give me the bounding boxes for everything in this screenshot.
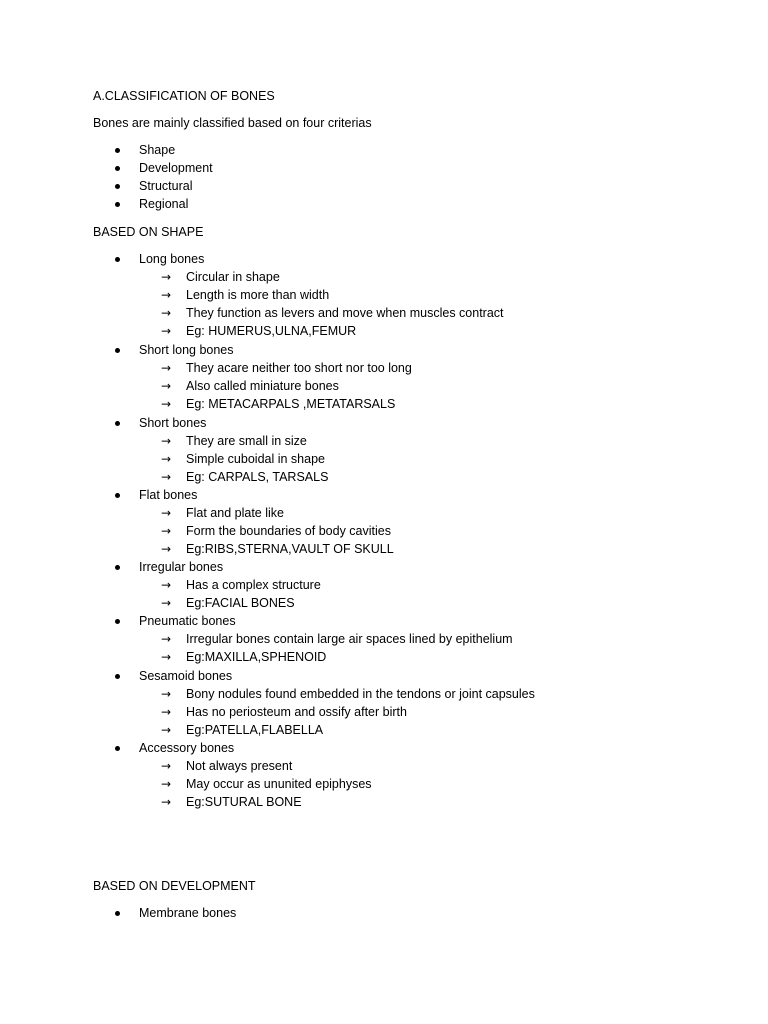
bullet-icon bbox=[115, 166, 120, 171]
sub-item: Form the boundaries of body cavities bbox=[186, 524, 391, 538]
section-heading-development: BASED ON DEVELOPMENT bbox=[93, 879, 256, 893]
arrow-right-icon: → bbox=[161, 650, 172, 664]
arrow-right-icon: → bbox=[161, 306, 172, 320]
arrow-right-icon: → bbox=[161, 759, 172, 773]
group-label-irregular-bones: Irregular bones bbox=[139, 560, 224, 574]
bullet-icon bbox=[115, 184, 120, 189]
section-heading-shape: BASED ON SHAPE bbox=[93, 225, 204, 239]
arrow-right-icon: → bbox=[161, 379, 172, 393]
sub-item: Eg:FACIAL BONES bbox=[186, 596, 295, 610]
sub-item: Also called miniature bones bbox=[186, 379, 339, 393]
bullet-icon bbox=[115, 911, 120, 916]
group-label-short-bones: Short bones bbox=[139, 416, 207, 430]
arrow-right-icon: → bbox=[161, 324, 172, 338]
bullet-icon bbox=[115, 148, 120, 153]
bullet-icon bbox=[115, 565, 120, 570]
arrow-right-icon: → bbox=[161, 434, 172, 448]
arrow-right-icon: → bbox=[161, 452, 172, 466]
bullet-icon bbox=[115, 674, 120, 679]
sub-item: Has a complex structure bbox=[186, 578, 321, 592]
sub-item: Bony nodules found embedded in the tendons or joint capsules bbox=[186, 687, 535, 701]
sub-item: They are small in size bbox=[186, 434, 307, 448]
sub-item: Eg:PATELLA,FLABELLA bbox=[186, 723, 324, 737]
sub-item: Simple cuboidal in shape bbox=[186, 452, 325, 466]
sub-item: Has no periosteum and ossify after birth bbox=[186, 705, 407, 719]
criteria-item: Shape bbox=[139, 143, 176, 157]
criteria-item: Structural bbox=[139, 179, 193, 193]
arrow-right-icon: → bbox=[161, 705, 172, 719]
sub-item: May occur as ununited epiphyses bbox=[186, 777, 372, 791]
arrow-right-icon: → bbox=[161, 542, 172, 556]
arrow-right-icon: → bbox=[161, 723, 172, 737]
intro-paragraph: Bones are mainly classified based on four criterias bbox=[93, 116, 372, 130]
group-label-flat-bones: Flat bones bbox=[139, 488, 198, 502]
sub-item: They function as levers and move when muscles contract bbox=[186, 306, 504, 320]
group-label-accessory-bones: Accessory bones bbox=[139, 741, 235, 755]
arrow-right-icon: → bbox=[161, 361, 172, 375]
sub-item: Length is more than width bbox=[186, 288, 330, 302]
sub-item: Eg: CARPALS, TARSALS bbox=[186, 470, 329, 484]
sub-item: Not always present bbox=[186, 759, 293, 773]
arrow-right-icon: → bbox=[161, 288, 172, 302]
document-title: A.CLASSIFICATION OF BONES bbox=[93, 89, 275, 103]
sub-item: They acare neither too short nor too long bbox=[186, 361, 412, 375]
arrow-right-icon: → bbox=[161, 578, 172, 592]
arrow-right-icon: → bbox=[161, 632, 172, 646]
bullet-icon bbox=[115, 746, 120, 751]
group-label-short-long-bones: Short long bones bbox=[139, 343, 234, 357]
group-label-long-bones: Long bones bbox=[139, 252, 205, 266]
arrow-right-icon: → bbox=[161, 397, 172, 411]
arrow-right-icon: → bbox=[161, 506, 172, 520]
criteria-item: Regional bbox=[139, 197, 189, 211]
arrow-right-icon: → bbox=[161, 524, 172, 538]
sub-item: Eg:MAXILLA,SPHENOID bbox=[186, 650, 327, 664]
group-label-sesamoid-bones: Sesamoid bones bbox=[139, 669, 233, 683]
bullet-icon bbox=[115, 257, 120, 262]
sub-item: Irregular bones contain large air spaces lined by epithelium bbox=[186, 632, 513, 646]
bullet-icon bbox=[115, 619, 120, 624]
sub-item: Eg: METACARPALS ,METATARSALS bbox=[186, 397, 396, 411]
development-item: Membrane bones bbox=[139, 906, 237, 920]
arrow-right-icon: → bbox=[161, 795, 172, 809]
sub-item: Circular in shape bbox=[186, 270, 280, 284]
sub-item: Eg:RIBS,STERNA,VAULT OF SKULL bbox=[186, 542, 394, 556]
arrow-right-icon: → bbox=[161, 596, 172, 610]
sub-item: Flat and plate like bbox=[186, 506, 284, 520]
criteria-item: Development bbox=[139, 161, 213, 175]
arrow-right-icon: → bbox=[161, 687, 172, 701]
sub-item: Eg:SUTURAL BONE bbox=[186, 795, 302, 809]
bullet-icon bbox=[115, 348, 120, 353]
arrow-right-icon: → bbox=[161, 270, 172, 284]
arrow-right-icon: → bbox=[161, 470, 172, 484]
arrow-right-icon: → bbox=[161, 777, 172, 791]
bullet-icon bbox=[115, 493, 120, 498]
sub-item: Eg: HUMERUS,ULNA,FEMUR bbox=[186, 324, 357, 338]
bullet-icon bbox=[115, 421, 120, 426]
bullet-icon bbox=[115, 202, 120, 207]
group-label-pneumatic-bones: Pneumatic bones bbox=[139, 614, 236, 628]
